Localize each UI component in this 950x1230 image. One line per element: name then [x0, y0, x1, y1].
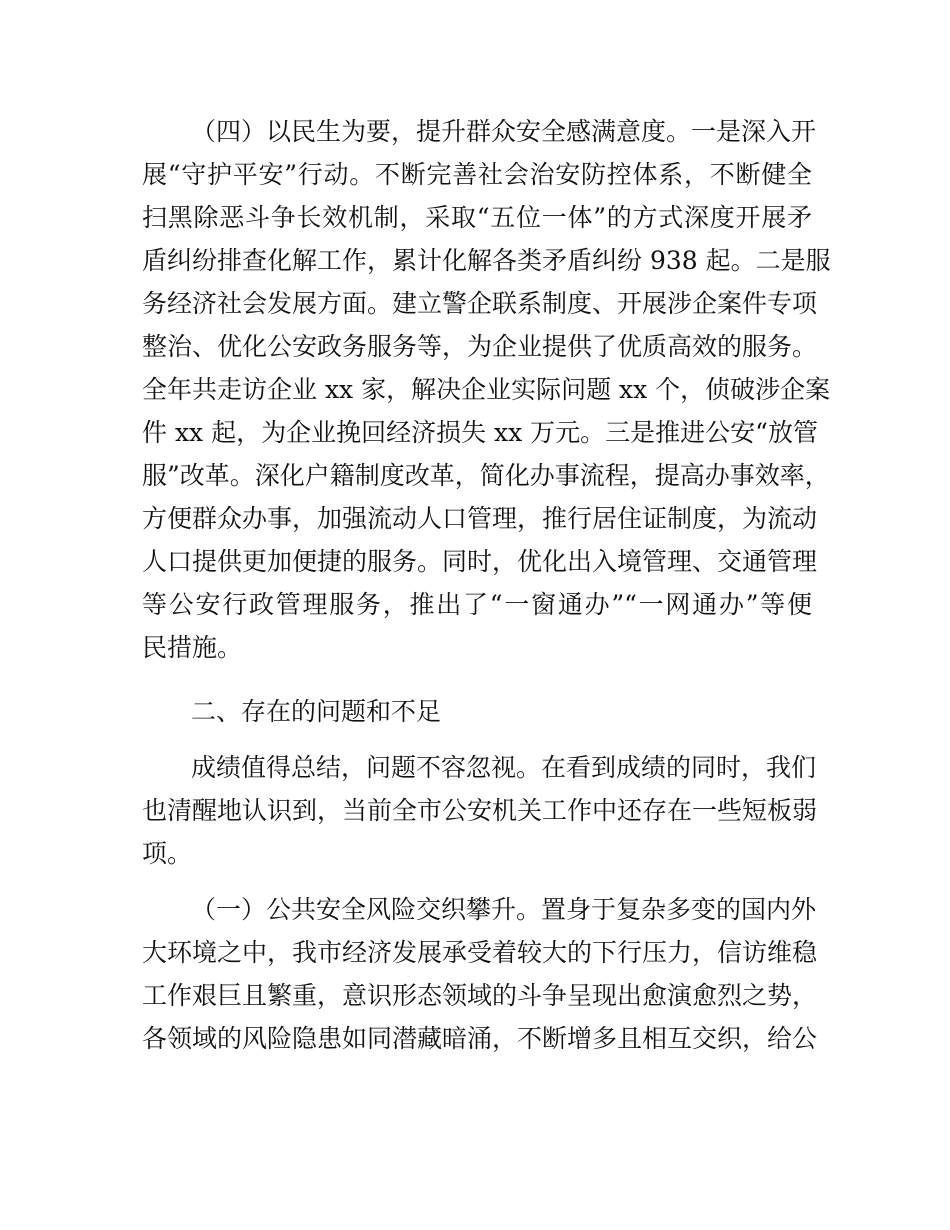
paragraph-4-line-6: 整治、优化公安政务服务等，为企业提供了优质高效的服务。: [142, 332, 818, 361]
problem-1-line-3: 工作艰巨且繁重，意识形态领域的斗争呈现出愈演愈烈之势，: [142, 981, 818, 1010]
paragraph-4-line-7: 全年共走访企业 xx 家，解决企业实际问题 xx 个，侦破涉企案: [142, 375, 831, 404]
paragraph-4-line-9: 服”改革。深化户籍制度改革，简化办事流程，提高办事效率，: [142, 461, 830, 490]
paragraph-4-line-1: （四）以民生为要，提升群众安全感满意度。一是深入开: [191, 117, 817, 146]
paragraph-4-line-10: 方便群众办事，加强流动人口管理，推行居住证制度，为流动: [142, 504, 818, 533]
problem-1-line-1: （一）公共安全风险交织攀升。置身于复杂多变的国内外: [191, 895, 817, 924]
intro-line-2: 也清醒地认识到，当前全市公安机关工作中还存在一些短板弱: [142, 796, 818, 825]
paragraph-4-line-2: 展“守护平安”行动。不断完善社会治安防控体系，不断健全: [142, 160, 812, 189]
paragraph-4-line-5: 务经济社会发展方面。建立警企联系制度、开展涉企案件专项: [142, 289, 818, 318]
intro-line-1: 成绩值得总结，问题不容忽视。在看到成绩的同时，我们: [191, 753, 817, 782]
paragraph-4-line-4: 盾纠纷排查化解工作，累计化解各类矛盾纠纷 938 起。二是服: [142, 246, 831, 275]
intro-line-3: 项。: [142, 839, 193, 868]
paragraph-4-line-8: 件 xx 起，为企业挽回经济损失 xx 万元。三是推进公安“放管: [142, 418, 818, 447]
paragraph-4-line-3: 扫黑除恶斗争长效机制，采取“五位一体”的方式深度开展矛: [142, 203, 812, 232]
paragraph-4-line-12: 等公安行政管理服务，推出了“一窗通办”“一网通办”等便: [142, 590, 812, 619]
problem-1-line-2: 大环境之中，我市经济发展承受着较大的下行压力，信访维稳: [142, 938, 818, 967]
paragraph-4-line-13: 民措施。: [142, 633, 243, 662]
section-heading: 二、存在的问题和不足: [191, 697, 442, 726]
paragraph-4-line-11: 人口提供更加便捷的服务。同时，优化出入境管理、交通管理: [142, 547, 818, 576]
problem-1-line-4: 各领域的风险隐患如同潜藏暗涌，不断增多且相互交织，给公: [142, 1024, 818, 1053]
